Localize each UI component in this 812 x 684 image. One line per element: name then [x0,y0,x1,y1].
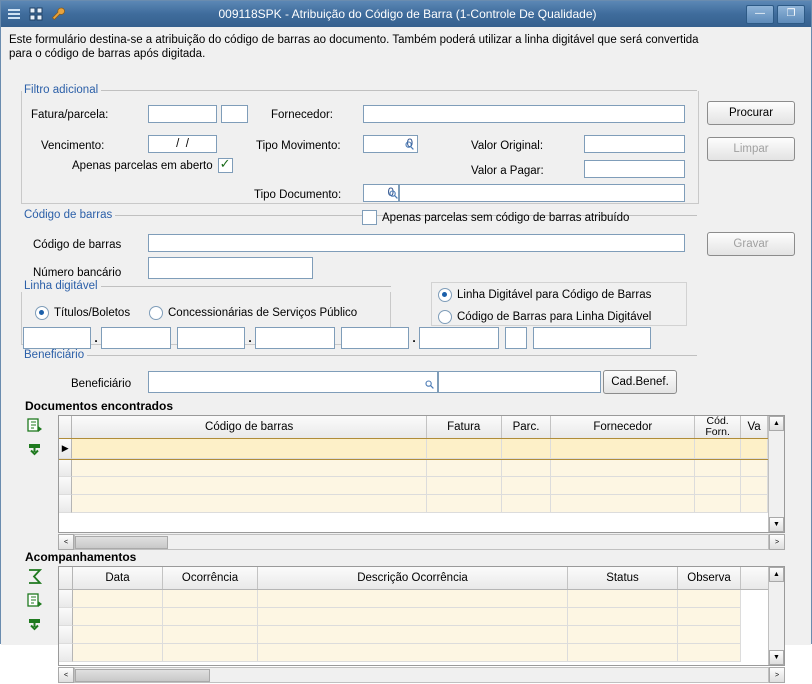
table-row[interactable] [59,439,768,459]
radio-concessionarias-dot[interactable] [149,306,163,320]
parcela-input[interactable] [221,105,248,123]
acompanhamentos-vertical-scrollbar[interactable] [768,567,784,665]
table-row[interactable] [59,608,768,626]
documentos-grid-body [59,439,768,513]
codigo-barras-legend: Código de barras [24,209,113,221]
beneficiario-input[interactable] [148,371,438,393]
documentos-title: Documentos encontrados [25,399,174,413]
linha-digitavel-legend: Linha digitável [24,280,98,292]
intro-text: Este formulário destina-se a atribuição do código de barras ao documento. Também poderá utilizar a linha digitável que será convertida para o código de barras após digitada. [9,34,699,60]
form-body [1,27,811,679]
linha-sep-1: . [94,331,98,345]
apenas-parcelas-aberto-label: Apenas parcelas em aberto [72,159,213,172]
scroll-up-icon[interactable]: ▲ [769,416,784,431]
radio-concessionarias-label: Concessionárias de Serviços Público [168,307,358,319]
beneficiario-label: Beneficiário [71,378,132,390]
documentos-side-toolbar [23,415,49,459]
numero-bancario-label: Número bancário [33,267,122,279]
radio-titulos-boletos-dot[interactable] [35,306,49,320]
hscroll-right-icon[interactable]: > [769,667,785,683]
grid-icon[interactable] [27,5,45,23]
valor-pagar-input[interactable] [584,160,685,178]
radio-concessionarias[interactable] [149,306,357,320]
beneficiario-legend: Beneficiário [24,349,85,361]
radio-titulos-boletos[interactable] [35,306,130,320]
col-ocorrencia[interactable]: Ocorrência [163,567,258,589]
apenas-sem-codigo-label: Apenas parcelas sem código de barras atribuído [382,211,630,224]
col-fornecedor[interactable]: Fornecedor [551,416,695,438]
hscroll-thumb[interactable] [75,536,168,549]
col-parc[interactable]: Parc. [502,416,552,438]
table-row[interactable] [59,590,768,608]
vencimento-input-wrap[interactable] [148,135,217,153]
col-status[interactable]: Status [568,567,678,589]
table-row[interactable] [59,644,768,662]
maximize-button[interactable]: ❐ [777,5,805,24]
hscroll-right-icon[interactable]: > [769,534,785,550]
linha-digitavel-fields [23,327,688,349]
hscroll-left-icon[interactable]: < [58,667,74,683]
apenas-sem-codigo-checkbox[interactable] [362,210,629,225]
col-descricao-ocorrencia[interactable]: Descrição Ocorrência [258,567,568,589]
scroll-down-icon[interactable]: ▼ [769,650,784,665]
procurar-button[interactable]: Procurar [707,101,795,125]
table-row[interactable] [59,459,768,477]
scroll-down-icon[interactable]: ▼ [769,517,784,532]
hscroll-left-icon[interactable]: < [58,534,74,550]
fornecedor-input[interactable] [363,105,685,123]
linha-field-4[interactable] [255,327,335,349]
fatura-input[interactable] [148,105,217,123]
acompanhamentos-horizontal-scrollbar[interactable] [58,667,785,684]
acompanhamentos-grid-body [59,590,768,662]
beneficiario-group [21,349,697,361]
hscroll-thumb[interactable] [75,669,210,682]
documentos-vertical-scrollbar[interactable] [768,416,784,532]
window-title: 009118SPK - Atribuição do Código de Barra (1-Controle De Qualidade) [218,7,597,21]
menu-icon[interactable] [5,5,23,23]
table-row[interactable] [59,495,768,513]
fornecedor-label: Fornecedor: [271,109,334,121]
export-icon[interactable] [23,415,45,435]
linha-field-5[interactable] [341,327,409,349]
limpar-button[interactable]: Limpar [707,137,795,161]
valor-original-input[interactable] [584,135,685,153]
title-bar [1,1,811,27]
linha-field-8[interactable] [533,327,651,349]
download-icon[interactable] [23,614,45,634]
table-row[interactable] [59,477,768,495]
radio-linha-para-codigo-label: Linha Digitável para Código de Barras [457,289,652,301]
tipo-documento-lookup-icon[interactable] [389,190,401,202]
acompanhamentos-side-toolbar [23,566,49,634]
linha-field-7[interactable] [505,327,527,349]
codigo-de-barras-input[interactable] [148,234,685,252]
numero-bancario-input[interactable] [148,257,313,279]
col-cod-forn[interactable]: Cód. Forn. [695,416,741,438]
acompanhamentos-grid-header [59,567,768,590]
radio-titulos-boletos-label: Títulos/Boletos [54,307,131,319]
linha-sep-2: . [248,331,252,345]
conversao-group-box [431,282,687,326]
col-observacao[interactable]: Observa [678,567,741,589]
minimize-button[interactable]: — [746,5,774,24]
col-data[interactable]: Data [73,567,163,589]
beneficiario-extra-input[interactable] [438,371,601,393]
col-valor[interactable]: Va [741,416,768,438]
tipo-movimento-label: Tipo Movimento: [256,140,341,152]
apenas-parcelas-aberto-box[interactable] [218,158,233,173]
vencimento-label: Vencimento: [41,140,105,152]
window-controls [746,5,805,24]
beneficiario-lookup-icon[interactable] [425,380,437,392]
wrench-icon[interactable] [49,5,67,23]
filtro-adicional-legend: Filtro adicional [24,84,99,96]
sum-icon[interactable] [23,566,45,586]
cad-benef-button[interactable]: Cad.Benef. [603,370,677,394]
row-marker: ▶ [59,439,72,459]
gravar-button[interactable]: Gravar [707,232,795,256]
valor-pagar-label: Valor a Pagar: [471,165,544,177]
linha-sep-3: . [412,331,416,345]
radio-codigo-para-linha-label: Código de Barras para Linha Digitável [457,311,652,323]
table-row[interactable] [59,626,768,644]
col-codigo-de-barras[interactable]: Código de barras [72,416,426,438]
vencimento-input[interactable] [148,135,217,153]
documentos-grid[interactable] [58,415,785,533]
linha-field-3[interactable] [177,327,245,349]
tipo-documento-desc-input[interactable] [399,184,685,202]
valor-original-label: Valor Original: [471,140,544,152]
codigo-de-barras-label: Código de barras [33,239,122,251]
acompanhamentos-title: Acompanhamentos [25,550,137,564]
tipo-movimento-lookup-icon[interactable] [405,141,417,153]
documentos-grid-header [59,416,768,439]
fatura-parcela-label: Fatura/parcela: [31,109,109,121]
apenas-parcelas-aberto-checkbox[interactable] [72,158,233,173]
acompanhamentos-grid[interactable] [58,566,785,666]
linha-field-1[interactable] [23,327,91,349]
scroll-up-icon[interactable]: ▲ [769,567,784,582]
apenas-sem-codigo-box[interactable] [362,210,377,225]
download-icon[interactable] [23,439,45,459]
linha-field-2[interactable] [101,327,171,349]
documentos-horizontal-scrollbar[interactable] [58,534,785,551]
col-fatura[interactable]: Fatura [427,416,502,438]
export-icon[interactable] [23,590,45,610]
linha-field-6[interactable] [419,327,499,349]
tipo-documento-label: Tipo Documento: [254,189,342,201]
